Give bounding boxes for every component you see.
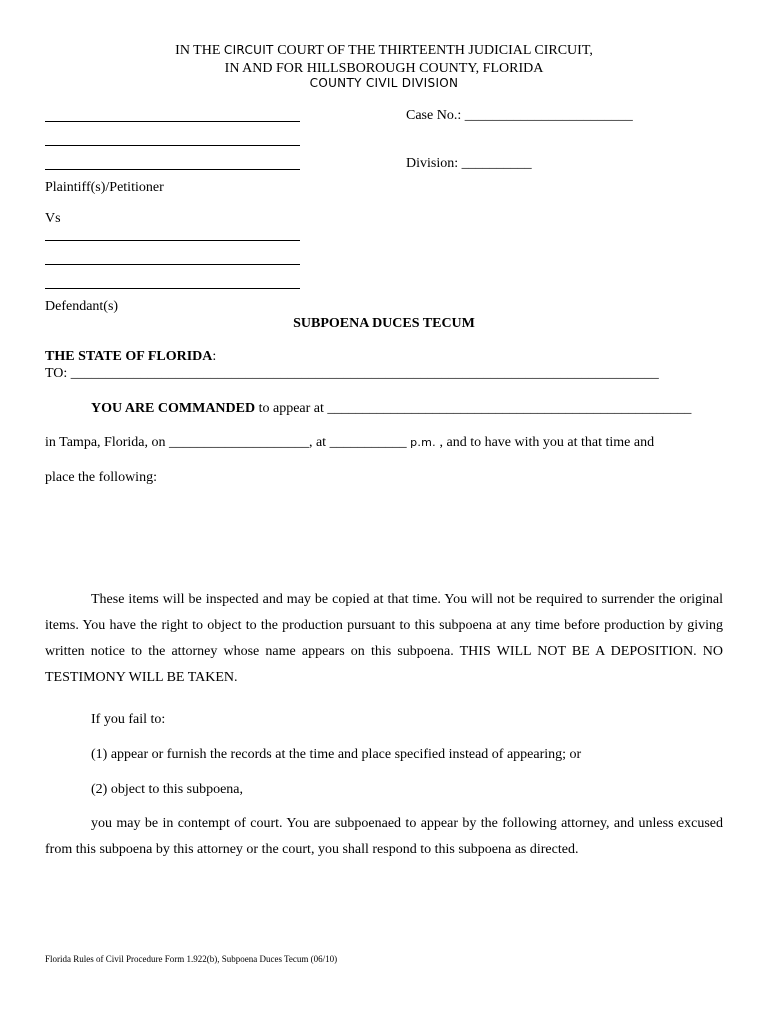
contempt-paragraph: you may be in contempt of court. You are subpoenaed to appear by the following attorney, and unless excused from this subpoena by this attorney or the court, you shall respond to this subpoena as directed.: [45, 816, 723, 857]
fail-item-2: (2) object to this subpoena,: [91, 782, 244, 797]
to-field: TO: ____________________________________________________________________________________: [45, 366, 659, 381]
defendant-label: Defendant(s): [45, 299, 119, 314]
court-heading-line2: IN AND FOR HILLSBOROUGH COUNTY, FLORIDA: [224, 61, 544, 76]
place-following-line: place the following:: [45, 470, 157, 485]
inspection-paragraph: These items will be inspected and may be copied at that time. You will not be required to surrender the original items. You have the right to object to the production pursuant to this subpoena at any time before production by giving written notice to the attorney whose name appears on this subpoena. THIS WILL NOT BE A DEPOSITION. NO TESTIMONY WILL BE TAKEN.: [45, 592, 723, 685]
state-heading: THE STATE OF FLORIDA:: [45, 349, 217, 364]
defendant-line-2: [45, 264, 300, 265]
command-line: YOU ARE COMMANDED to appear at ____________________________________________________: [91, 401, 692, 416]
court-type-fill: CIRCUIT: [223, 43, 274, 57]
fail-intro: If you fail to:: [91, 712, 166, 727]
plaintiff-line-1: [45, 121, 300, 122]
plaintiff-label: Plaintiff(s)/Petitioner: [45, 180, 164, 195]
defendant-line-1: [45, 240, 300, 241]
division-field: Division: __________: [406, 156, 532, 171]
case-number-field: Case No.: ________________________: [406, 108, 633, 123]
form-footer: Florida Rules of Civil Procedure Form 1.922(b), Subpoena Duces Tecum (06/10): [45, 954, 338, 964]
document-title: SUBPOENA DUCES TECUM: [293, 316, 475, 331]
plaintiff-line-2: [45, 145, 300, 146]
plaintiff-line-3: [45, 169, 300, 170]
defendant-line-3: [45, 288, 300, 289]
court-heading-line1: IN THE CIRCUIT COURT OF THE THIRTEENTH JUDICIAL CIRCUIT,: [175, 43, 593, 58]
pm-fill: p.m.: [410, 436, 436, 449]
fail-item-1: (1) appear or furnish the records at the time and place specified instead of appearing; or: [91, 747, 582, 762]
court-division-fill: COUNTY CIVIL DIVISION: [309, 76, 459, 90]
vs-label: Vs: [45, 211, 61, 226]
date-time-line: in Tampa, Florida, on ____________________, at ___________ p.m. , and to have with you at that time and: [45, 435, 655, 450]
